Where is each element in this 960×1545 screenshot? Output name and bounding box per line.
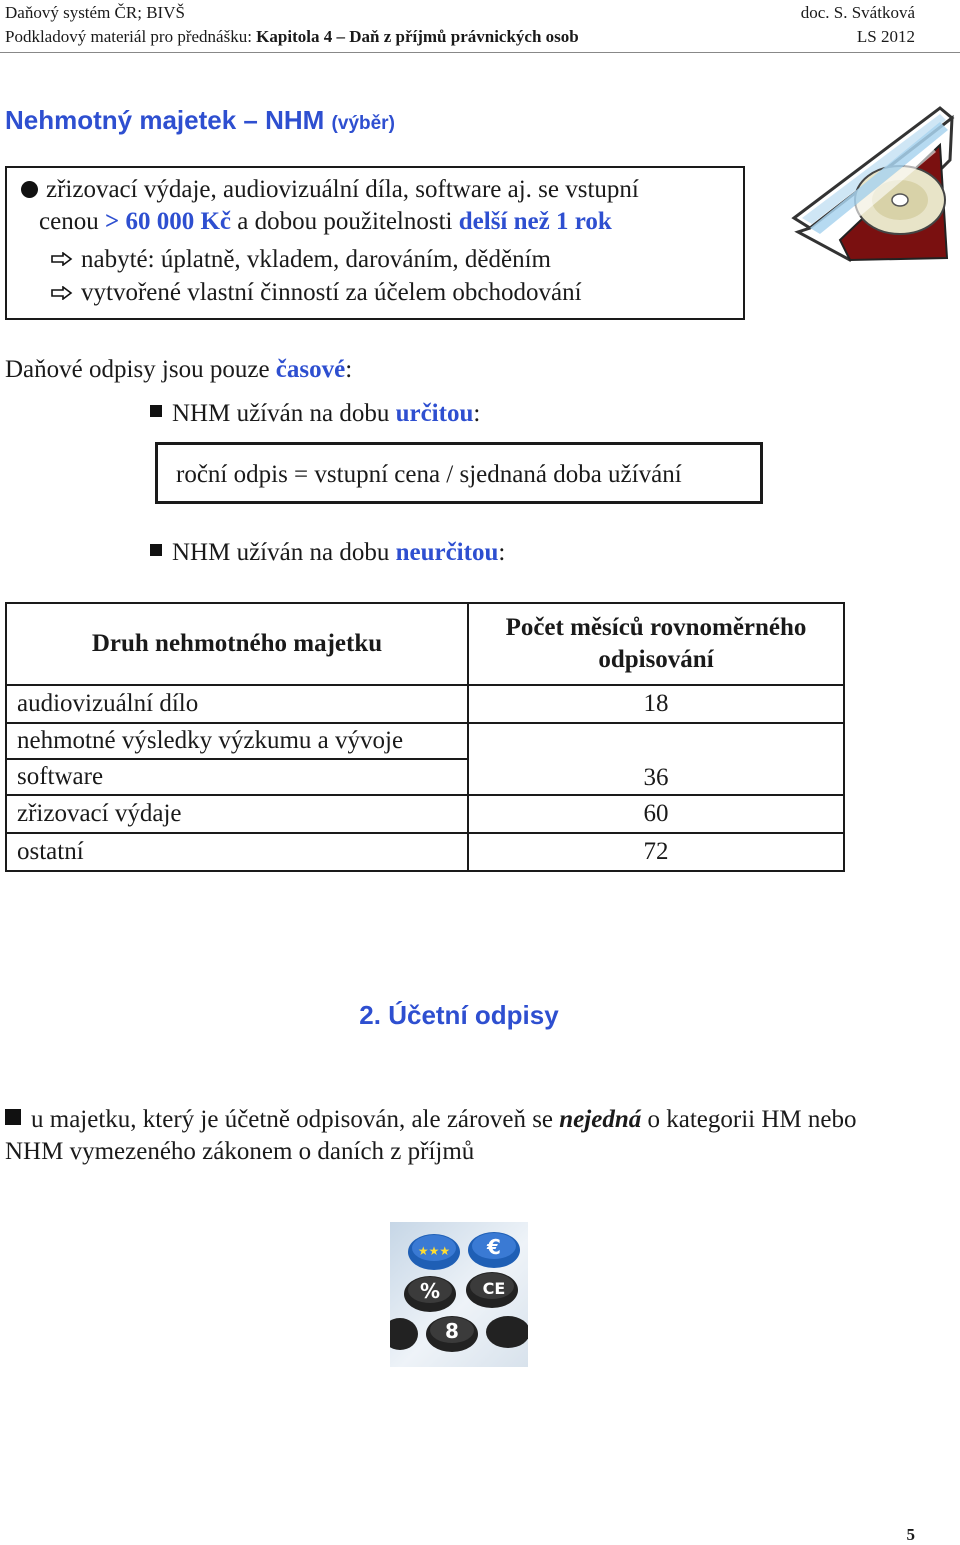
table-cell-kind: zřizovací výdaje: [6, 795, 468, 833]
square-bullet-icon: [5, 1109, 21, 1125]
square-bullet-icon: [150, 405, 162, 417]
header-subtitle: Podkladový materiál pro přednášku:: [5, 27, 257, 46]
square-bullet-icon: [150, 544, 162, 556]
header-divider: [0, 52, 960, 53]
definition-line1: zřizovací výdaje, audiovizuální díla, software aj. se vstupní: [21, 174, 743, 206]
arrow-right-icon: [51, 277, 73, 309]
table-cell-months: 72: [468, 833, 844, 871]
table-cell-months: [468, 723, 844, 795]
table-cell-kind: audiovizuální dílo: [6, 685, 468, 723]
definition-sub1: nabyté: úplatně, vkladem, darováním, děděním: [21, 244, 743, 277]
table-header-kind: Druh nehmotného majetku: [6, 603, 468, 685]
nejedna-emphasis: nejedná: [559, 1106, 642, 1133]
header-left-line2: [5, 27, 579, 47]
table-cell-months: 18: [468, 685, 844, 723]
ucetni-paragraph: u majetku, který je účetně odpisován, ale zároveň se nejedná o kategorii HM nebo NHM vymezeného zákonem o daních z příjmů: [5, 1106, 857, 1165]
duration-threshold: delší než 1 rok: [458, 208, 612, 235]
svg-text:8: 8: [445, 1319, 459, 1343]
header-author: doc. S. Svátková: [800, 3, 915, 22]
table-row: [6, 685, 844, 723]
header-left-line1: Daňový systém ČR; BIVŠ: [5, 3, 185, 22]
arrow-right-icon: [51, 243, 73, 275]
section-title-ucetni: 2. Účetní odpisy: [359, 1000, 559, 1030]
definition-sub2: vytvořené vlastní činností za účelem obchodování: [21, 277, 743, 310]
table-row: [6, 795, 844, 833]
software-months: 36: [643, 764, 669, 791]
table-header-months: Počet měsíců rovnoměrného odpisování: [468, 603, 844, 685]
section-title-text: Nehmotný majetek – NHM: [5, 105, 325, 135]
odpisy-statement: Daňové odpisy jsou pouze časové:: [5, 356, 353, 383]
definition-line2: cenou > 60 000 Kč a dobou použitelnosti delší než 1 rok: [39, 208, 612, 235]
table-row: [6, 723, 844, 759]
table-header-row: [6, 603, 844, 685]
nhm-neurcitou-item: NHM užíván na dobu neurčitou:: [150, 537, 505, 569]
cd-case-illustration: [790, 100, 955, 265]
table-cell-kind: software: [6, 759, 468, 795]
table-row: [6, 833, 844, 871]
table-cell-kind: nehmotné výsledky výzkumu a vývoje: [6, 723, 468, 759]
page-number: 5: [906, 1525, 915, 1544]
header-chapter: Kapitola 4 – Daň z příjmů právnických osob: [256, 27, 579, 46]
price-threshold: > 60 000 Kč: [104, 208, 231, 235]
svg-text:%: %: [419, 1279, 441, 1303]
section-title-nhm: [5, 104, 395, 140]
calculator-photo: [390, 1222, 528, 1367]
table-cell-kind: ostatní: [6, 833, 468, 871]
section-title-suffix: (výběr): [331, 113, 395, 134]
formula-box: [155, 442, 763, 504]
svg-text:★★★: ★★★: [417, 1244, 451, 1258]
depreciation-table: [5, 602, 845, 872]
formula-text: roční odpis = vstupní cena / sjednaná doba užívání: [176, 461, 682, 488]
nhm-urcitou-item: NHM užíván na dobu určitou:: [150, 398, 480, 430]
svg-text:€: €: [487, 1235, 501, 1259]
definition-box: [5, 166, 745, 320]
svg-text:CE: CE: [482, 1279, 506, 1298]
bullet-dot-icon: [21, 181, 38, 198]
table-cell-months: 60: [468, 795, 844, 833]
odpisy-casove: časové: [275, 356, 346, 383]
header-semester: LS 2012: [856, 27, 915, 46]
